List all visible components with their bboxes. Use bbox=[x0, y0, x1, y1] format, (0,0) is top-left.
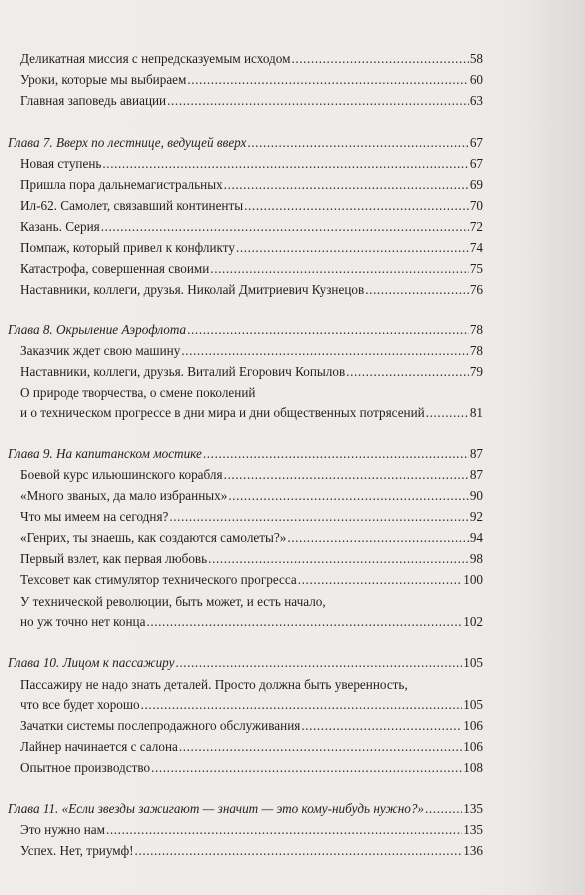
toc-entry bbox=[20, 261, 483, 277]
toc-entry-page: 58 bbox=[469, 51, 483, 66]
toc-entry-page: 92 bbox=[469, 509, 483, 524]
toc-entry-title: Боевой курс ильюшинского корабля bbox=[20, 467, 223, 482]
toc-entry-page: 106 bbox=[463, 718, 483, 733]
toc-entry-page: 76 bbox=[469, 282, 483, 297]
leader-dots bbox=[175, 655, 462, 671]
leader-dots bbox=[244, 198, 469, 214]
toc-entry bbox=[20, 405, 483, 421]
toc-entry bbox=[20, 156, 483, 172]
toc-entry bbox=[20, 240, 483, 256]
leader-dots bbox=[135, 843, 463, 859]
leader-dots bbox=[167, 93, 469, 109]
toc-entry-title: Казань. Серия bbox=[20, 219, 100, 234]
toc-entry-page: 102 bbox=[463, 614, 483, 629]
toc-entry-page: 90 bbox=[469, 488, 483, 503]
toc-entry-title: Ил-62. Самолет, связавший континенты bbox=[20, 198, 244, 213]
toc-entry bbox=[20, 614, 483, 630]
toc-entry bbox=[20, 51, 483, 67]
toc-entry-page: 75 bbox=[469, 261, 483, 276]
chapter-title: Глава 8. Окрыление Аэрофлота bbox=[8, 322, 187, 337]
toc-entry bbox=[20, 219, 483, 235]
toc-entry-title: Новая ступень bbox=[20, 156, 102, 171]
toc-entry-page: 135 bbox=[463, 822, 483, 837]
toc-entry bbox=[20, 467, 483, 483]
toc-entry-page: 67 bbox=[469, 156, 483, 171]
toc-entry bbox=[20, 551, 483, 567]
toc-entry-title: «Генрих, ты знаешь, как создаются самолеты?» bbox=[20, 530, 287, 545]
chapter-title: Глава 11. «Если звезды зажигают — значит — это кому-нибудь нужно?» bbox=[8, 801, 425, 816]
chapter-page: 87 bbox=[469, 446, 483, 461]
leader-dots bbox=[247, 135, 468, 151]
toc-entry bbox=[20, 364, 483, 380]
toc-entry-title: Наставники, коллеги, друзья. Виталий Егорович Копылов bbox=[20, 364, 346, 379]
toc-entry-page: 87 bbox=[469, 467, 483, 482]
toc-entry-title: Что мы имеем на сегодня? bbox=[20, 509, 169, 524]
toc-entry-title: Опытное производство bbox=[20, 760, 151, 775]
toc-entry bbox=[20, 760, 483, 776]
leader-dots bbox=[291, 51, 468, 67]
page-edge-shadow bbox=[525, 0, 585, 895]
toc-entry-title: Катастрофа, совершенная своими bbox=[20, 261, 210, 276]
toc-entry-page: 100 bbox=[463, 572, 483, 587]
leader-dots bbox=[224, 177, 469, 193]
leader-dots bbox=[298, 572, 462, 588]
leader-dots bbox=[287, 530, 468, 546]
toc-entry-page: 60 bbox=[469, 72, 483, 87]
toc-entry-title: что все будет хорошо bbox=[20, 697, 140, 712]
toc-entry-first-line: У технической революции, быть может, и есть начало, bbox=[20, 594, 326, 609]
toc-entry-title: Техсовет как стимулятор технического прогресса bbox=[20, 572, 297, 587]
toc-entry-title: Первый взлет, как первая любовь bbox=[20, 551, 208, 566]
toc-entry-title: Это нужно нам bbox=[20, 822, 105, 837]
toc-entry-title: Деликатная миссия с непредсказуемым исходом bbox=[20, 51, 291, 66]
toc-entry bbox=[20, 93, 483, 109]
leader-dots bbox=[203, 446, 469, 462]
toc-entry bbox=[20, 343, 483, 359]
leader-dots bbox=[346, 364, 469, 380]
leader-dots bbox=[181, 343, 469, 359]
toc-entry-first-line: Пассажиру не надо знать деталей. Просто должна быть уверенность, bbox=[20, 677, 408, 692]
chapter-page: 67 bbox=[469, 135, 483, 150]
leader-dots bbox=[141, 697, 463, 713]
leader-dots bbox=[151, 760, 462, 776]
chapter-title: Глава 9. На капитанском мостике bbox=[8, 446, 202, 461]
toc-entry-page: 79 bbox=[469, 364, 483, 379]
toc-entry-page: 108 bbox=[463, 760, 483, 775]
toc-entry-page: 74 bbox=[469, 240, 483, 255]
leader-dots bbox=[146, 614, 462, 630]
toc-entry-title: Помпаж, который привел к конфликту bbox=[20, 240, 235, 255]
toc-entry-page: 81 bbox=[469, 405, 483, 420]
leader-dots bbox=[224, 467, 469, 483]
toc-entry bbox=[20, 509, 483, 525]
chapter-page: 78 bbox=[469, 322, 483, 337]
toc-entry-page: 136 bbox=[463, 843, 483, 858]
leader-dots bbox=[187, 72, 468, 88]
toc-entry-page: 98 bbox=[469, 551, 483, 566]
toc-entry-page: 69 bbox=[469, 177, 483, 192]
toc-chapter-heading bbox=[8, 322, 483, 338]
toc-entry bbox=[20, 718, 483, 734]
toc-entry bbox=[20, 488, 483, 504]
toc-entry bbox=[20, 282, 483, 298]
leader-dots bbox=[102, 156, 468, 172]
toc-entry-page: 72 bbox=[469, 219, 483, 234]
chapter-title: Глава 7. Вверх по лестнице, ведущей вверх bbox=[8, 135, 247, 150]
chapter-page: 105 bbox=[463, 655, 483, 670]
toc-entry-page: 78 bbox=[469, 343, 483, 358]
leader-dots bbox=[228, 488, 469, 504]
leader-dots bbox=[208, 551, 469, 567]
toc-chapter-heading bbox=[8, 655, 483, 671]
toc-entry-title: Лайнер начинается с салона bbox=[20, 739, 178, 754]
toc-entry bbox=[20, 822, 483, 838]
toc-entry-title: Заказчик ждет свою машину bbox=[20, 343, 181, 358]
toc-entry-title: Успех. Нет, триумф! bbox=[20, 843, 134, 858]
toc-entry bbox=[20, 697, 483, 713]
toc-entry-title: Наставники, коллеги, друзья. Николай Дмитриевич Кузнецов bbox=[20, 282, 365, 297]
chapter-page: 135 bbox=[463, 801, 483, 816]
toc-entry-page: 105 bbox=[463, 697, 483, 712]
toc-entry-page: 94 bbox=[469, 530, 483, 545]
leader-dots bbox=[365, 282, 469, 298]
leader-dots bbox=[101, 219, 469, 235]
leader-dots bbox=[425, 801, 462, 817]
toc-entry bbox=[20, 72, 483, 88]
toc-chapter-heading bbox=[8, 446, 483, 462]
leader-dots bbox=[301, 718, 462, 734]
toc-entry-title: и о техническом прогрессе в дни мира и дни общественных потрясений bbox=[20, 405, 425, 420]
leader-dots bbox=[179, 739, 462, 755]
toc-entry-title: но уж точно нет конца bbox=[20, 614, 146, 629]
leader-dots bbox=[236, 240, 469, 256]
toc-entry-page: 63 bbox=[469, 93, 483, 108]
toc-entry-page: 106 bbox=[463, 739, 483, 754]
toc-entry bbox=[20, 530, 483, 546]
leader-dots bbox=[187, 322, 469, 338]
toc-entry bbox=[20, 177, 483, 193]
leader-dots bbox=[169, 509, 468, 525]
leader-dots bbox=[106, 822, 462, 838]
toc-entry bbox=[20, 198, 483, 214]
toc-entry-first-line: О природе творчества, о смене поколений bbox=[20, 385, 256, 400]
toc-chapter-heading bbox=[8, 135, 483, 151]
toc-entry bbox=[20, 572, 483, 588]
toc-entry-title: Зачатки системы послепродажного обслуживания bbox=[20, 718, 301, 733]
toc-entry-title: Уроки, которые мы выбираем bbox=[20, 72, 187, 87]
toc-entry-title: Пришла пора дальнемагистральных bbox=[20, 177, 223, 192]
toc-entry bbox=[20, 739, 483, 755]
toc-entry-page: 70 bbox=[469, 198, 483, 213]
toc-entry-title: «Много званых, да мало избранных» bbox=[20, 488, 228, 503]
chapter-title: Глава 10. Лицом к пассажиру bbox=[8, 655, 175, 670]
toc-entry bbox=[20, 843, 483, 859]
leader-dots bbox=[426, 405, 469, 421]
leader-dots bbox=[210, 261, 469, 277]
toc-entry-title: Главная заповедь авиации bbox=[20, 93, 167, 108]
toc-chapter-heading bbox=[8, 801, 483, 817]
